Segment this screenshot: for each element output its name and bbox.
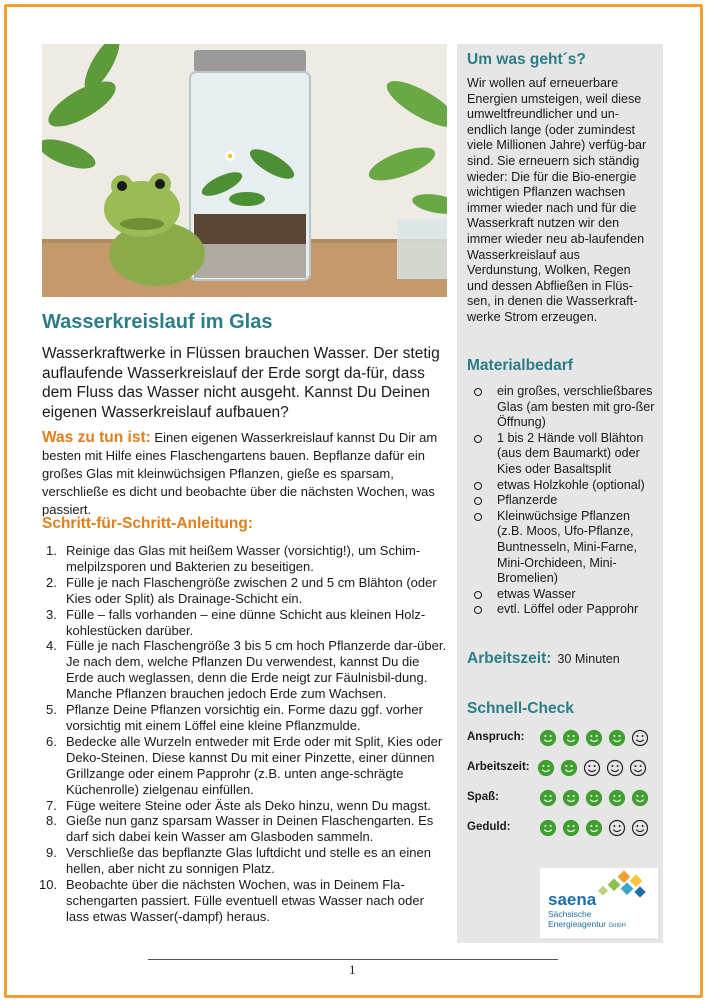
smiley-filled-icon (562, 761, 577, 776)
circle-bullet-icon (474, 606, 482, 614)
smiley-rating (539, 729, 659, 747)
material-item: ein großes, verschließbares Glas (am besten mit gro-ßer Öffnung) (467, 384, 657, 431)
material-item: Pflanzerde (467, 493, 657, 509)
rating-label: Spaß: (467, 791, 499, 803)
rating-label: Anspruch: (467, 731, 525, 743)
material-heading: Materialbedarf (467, 357, 573, 374)
material-item: evtl. Löffel oder Papprohr (467, 602, 657, 618)
logo-word: saena (548, 890, 597, 909)
material-item: etwas Holzkohle (optional) (467, 478, 657, 494)
about-text: Wir wollen auf erneuerbare Energien umsteigen, weil diese umweltfreundlicher und un-endlich lange (oder zumindest viele Millionen Jahre) verfüg-bar sind. Sie erneuern sich ständig wieder: Die für die Bio-energie wichtigen Pflanzen wachsen immer wieder nach und für die Wasserkraft nutzen wir den immer wieder neu ab-laufenden Wasserkreislauf aus Verdunstung, Wolken, Regen und dessen Abfließen in Flüs-sen, in denen die Wasserkraft-werke Strom erzeugen. (467, 76, 647, 324)
step-item: 5. Pflanze Deine Pflanzen vorsichtig ein. Forme dazu ggf. vorher vorsichtig mit einem Löffel eine kleine Pflanzmulde. (46, 702, 423, 733)
terrarium-illustration (42, 44, 447, 297)
step-item: 4. Fülle je nach Flaschengröße 3 bis 5 cm hoch Pflanzerde dar-über. Je nach dem, welche Pflanzen Du verwendest, kannst Du die Erde auch weglassen, denn die Erde neigt zur Fäulnisbil-dung. Manche Pflanzen brauchen jedoch Erde zum Wachsen. (46, 638, 447, 702)
smiley-filled-icon (564, 821, 579, 836)
smiley-rating (537, 759, 657, 777)
smiley-filled-icon (541, 791, 556, 806)
logo-mark-icon (590, 870, 650, 900)
smiley-filled-icon (610, 731, 625, 746)
info-sidebar (457, 44, 663, 943)
rating-label: Geduld: (467, 821, 511, 833)
step-item: 6. Bedecke alle Wurzeln entweder mit Erde oder mit Split, Kies oder Deko-Steinen. Diese kannst Du mit einer Pinzette, einer dünnen Grillzange oder einem Papprohr (z.B. unten ange-schrägte Küchenrolle) zielgenau einfüllen. (46, 733, 443, 797)
circle-bullet-icon (474, 482, 482, 490)
circle-bullet-icon (474, 435, 482, 443)
smiley-filled-icon (564, 791, 579, 806)
material-item: Kleinwüchsige Pflanzen (z.B. Moos, Ufo-Pflanze, Buntnesseln, Mini-Farne, Mini-Orchideen, Mini-Bromelien) (467, 509, 657, 587)
smiley-filled-icon (541, 731, 556, 746)
step-item: 2. Fülle je nach Flaschengröße zwischen 2 und 5 cm Blähton (oder Kies oder Split) als Drainage-Schicht ein. (46, 574, 437, 606)
step-item: 7. Füge weitere Steine oder Äste als Deko hinzu, wenn Du magst. (46, 797, 431, 813)
smiley-filled-icon (587, 731, 602, 746)
smiley-filled-icon (587, 791, 602, 806)
circle-bullet-icon (474, 513, 482, 521)
smiley-filled-icon (633, 791, 648, 806)
material-item: etwas Wasser (467, 587, 657, 603)
worktime-label: Arbeitszeit: (467, 650, 552, 667)
footer-divider (148, 959, 558, 960)
step-item: 9. Verschließe das bepflanzte Glas luftdicht und stelle es an einen hellen, aber nicht zu sonnigen Platz. (46, 845, 431, 877)
smiley-empty-icon (633, 731, 648, 746)
saena-logo (540, 868, 658, 938)
rating-row-anspruch (467, 728, 659, 748)
smiley-filled-icon (610, 791, 625, 806)
smiley-empty-icon (608, 761, 623, 776)
smiley-empty-icon (585, 761, 600, 776)
rating-row-spass (467, 788, 659, 808)
material-list (467, 384, 657, 618)
circle-bullet-icon (474, 388, 482, 396)
smiley-empty-icon (631, 761, 646, 776)
worktime-value: 30 Minuten (557, 652, 620, 666)
material-item: 1 bis 2 Hände voll Blähton (aus dem Baumarkt) oder Kies oder Basaltsplit (467, 431, 657, 478)
smiley-filled-icon (541, 821, 556, 836)
smiley-empty-icon (633, 821, 648, 836)
steps-list (39, 543, 447, 925)
smiley-empty-icon (610, 821, 625, 836)
quickcheck-heading: Schnell-Check (467, 700, 574, 717)
rating-label: Arbeitszeit: (467, 761, 530, 773)
rating-row-geduld (467, 818, 659, 838)
step-item: 3. Fülle – falls vorhanden – eine dünne Schicht aus kleinen Holz-kohlestücken darüber. (46, 606, 426, 638)
smiley-filled-icon (539, 761, 554, 776)
todo-heading: Was zu tun ist: (42, 429, 151, 446)
rating-row-arbeitszeit (467, 758, 659, 778)
todo-text: Einen eigenen Wasserkreislauf kannst Du Dir am besten mit Hilfe eines Flaschengartens bauen. Bepflanze dafür ein großes Glas mit kleinwüchsigen Pflanzen, gieße es sparsam, verschließe es dicht und beobachte über die nächsten Wochen, was passiert. (42, 430, 438, 517)
smiley-rating (539, 789, 659, 807)
steps-heading: Schritt-für-Schritt-Anleitung: (42, 515, 253, 532)
page-number: 1 (349, 962, 356, 977)
step-item: 10. Beobachte über die nächsten Wochen, was in Deinem Fla-schengarten passiert. Fülle eventuell etwas Wasser nach oder lass etwas Wasser(-dampf) heraus. (39, 877, 424, 924)
smiley-rating (539, 819, 659, 837)
smiley-filled-icon (564, 731, 579, 746)
logo-subtitle: Sächsische Energieagentur GmbH (548, 909, 626, 929)
circle-bullet-icon (474, 591, 482, 599)
smiley-filled-icon (587, 821, 602, 836)
step-item: 1. Reinige das Glas mit heißem Wasser (vorsichtig!), um Schim-melpilzsporen und Bakterien zu beseitigen. (46, 543, 421, 574)
worktime (467, 650, 620, 668)
terrarium-photo (42, 44, 447, 297)
intro-text: Wasserkraftwerke in Flüssen brauchen Wasser. Der stetig auflaufende Wasserkreislauf der Erde sorgt da-für, dass dem Fluss das Wasser nicht ausgeht. Kannst Du Deinen eigenen Wasserkreislauf aufbauen? (42, 345, 440, 421)
page-title: Wasserkreislauf im Glas (42, 311, 273, 333)
todo-paragraph (42, 429, 447, 519)
step-item: 8. Gieße nun ganz sparsam Wasser in Deinen Flaschengarten. Es darf sich dabei kein Wasser am Glasboden sammeln. (46, 813, 434, 845)
circle-bullet-icon (474, 497, 482, 505)
about-heading: Um was geht´s? (467, 51, 586, 68)
